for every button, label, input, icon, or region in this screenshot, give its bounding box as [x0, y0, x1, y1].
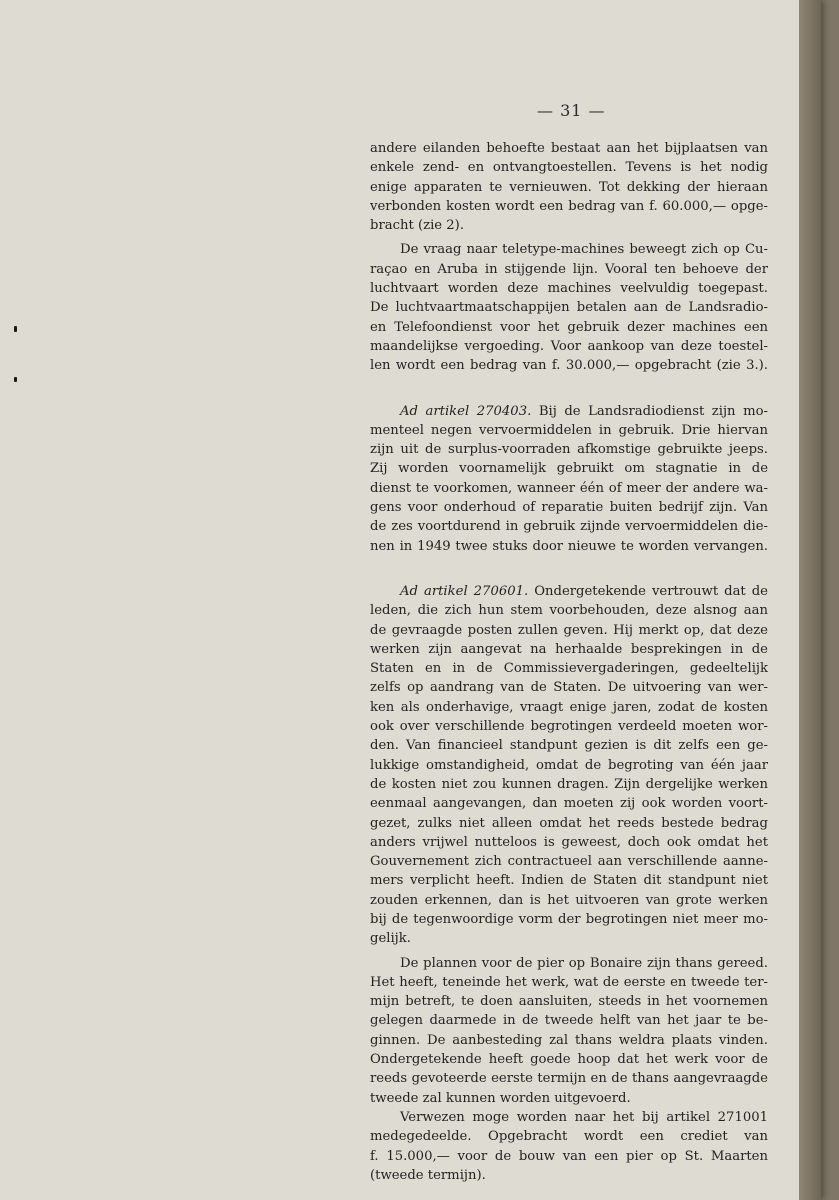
- text-line: leden, die zich hun stem voorbehouden, deze alsnog aan: [370, 603, 768, 619]
- text-line: enkele zend- en ontvangtoestellen. Tevens is het nodig: [370, 160, 768, 176]
- text-line: Verwezen moge worden naar het bij artikel 271001: [400, 1109, 768, 1125]
- text-line: zelfs op aandrang van de Staten. De uitvoering van wer-: [370, 680, 768, 696]
- text-line: (tweede termijn).: [370, 1167, 486, 1183]
- text-line: Gouvernement zich contractueel aan verschillende aanne-: [370, 854, 768, 870]
- text-line: nen in 1949 twee stuks door nieuwe te worden vervangen.: [370, 538, 768, 554]
- text-line: gezet, zulks niet alleen omdat het reeds bestede bedrag: [370, 815, 768, 831]
- text-line: ken als onderhavige, vraagt enige jaren, zodat de kosten: [370, 699, 768, 715]
- text-line: werken zijn aangevat na herhaalde besprekingen in de: [370, 641, 768, 657]
- text-line: mijn betreft, te doen aansluiten, steeds in het voornemen: [370, 994, 768, 1010]
- text-line: medegedeelde. Opgebracht wordt een crediet van: [370, 1129, 768, 1145]
- text-line: [370, 402, 768, 421]
- text-line: gens voor onderhoud of reparatie buiten bedrijf zijn. Van: [370, 500, 768, 516]
- text-line: menteel negen vervoermiddelen in gebruik. Drie hiervan: [370, 422, 768, 438]
- text-line: Het heeft, teneinde het werk, wat de eerste en tweede ter-: [370, 974, 768, 990]
- text-line: en Telefoondienst voor het gebruik dezer machines een: [370, 319, 768, 335]
- text-line: zijn uit de surplus-voorraden afkomstige gebruikte jeeps.: [370, 442, 768, 458]
- text-line: de kosten niet zou kunnen dragen. Zijn dergelijke werken: [370, 776, 768, 792]
- text-line: bij de tegenwoordige vorm der begrotingen niet meer mo-: [370, 911, 768, 927]
- text-line: f. 15.000,— voor de bouw van een pier op St. Maarten: [370, 1148, 768, 1164]
- page-edge-shadow: [799, 0, 821, 1200]
- text-line: ook over verschillende begrotingen verdeeld moeten wor-: [370, 719, 768, 735]
- text-line: [370, 582, 768, 601]
- text-line: len wordt een bedrag van f. 30.000,— opgebracht (zie 3.).: [370, 358, 768, 374]
- text-line: enige apparaten te vernieuwen. Tot dekking der hieraan: [370, 179, 768, 195]
- text-line: De luchtvaartmaatschappijen betalen aan de Landsradio-: [370, 300, 768, 316]
- binding-hole-mark: [14, 326, 17, 332]
- text-fragment: Bij de Landsradiodienst zijn mo-: [538, 403, 768, 419]
- text-line: dienst te voorkomen, wanneer één of meer der andere wa-: [370, 480, 768, 496]
- text-line: de gevraagde posten zullen geven. Hij merkt op, dat deze: [370, 622, 768, 638]
- text-line: anders vrijwel nutteloos is geweest, doch ook omdat het: [370, 834, 768, 850]
- body-text: [370, 139, 768, 1185]
- article-heading: Ad artikel 270601.: [400, 583, 529, 599]
- text-line: Staten en in de Commissievergaderingen, gedeeltelijk: [370, 661, 768, 677]
- text-line: verbonden kosten wordt een bedrag van f. 60.000,— opge-: [370, 198, 768, 214]
- text-line: gelijk.: [370, 931, 411, 947]
- text-line: den. Van financieel standpunt gezien is dit zelfs een ge-: [370, 738, 768, 754]
- text-line: lukkige omstandigheid, omdat de begroting van één jaar: [370, 757, 768, 773]
- text-line: de zes voortdurend in gebruik zijnde vervoermiddelen die-: [370, 519, 768, 535]
- page-number: — 31 —: [537, 101, 606, 120]
- text-line: De plannen voor de pier op Bonaire zijn thans gereed.: [400, 955, 768, 971]
- text-line: reeds gevoteerde eerste termijn en de thans aangevraagde: [370, 1071, 768, 1087]
- text-line: eenmaal aangevangen, dan moeten zij ook worden voort-: [370, 796, 768, 812]
- text-line: mers verplicht heeft. Indien de Staten dit standpunt niet: [370, 873, 768, 889]
- text-line: tweede zal kunnen worden uitgevoerd.: [370, 1090, 631, 1106]
- text-line: ginnen. De aanbesteding zal thans weldra plaats vinden.: [370, 1032, 768, 1048]
- text-line: bracht (zie 2).: [370, 218, 465, 234]
- text-line: zouden erkennen, dan is het uitvoeren van grote werken: [370, 892, 768, 908]
- text-line: andere eilanden behoefte bestaat aan het bijplaatsen van: [370, 141, 768, 156]
- text-line: gelegen daarmede in de tweede helft van het jaar te be-: [370, 1013, 768, 1029]
- text-line: raçao en Aruba in stijgende lijn. Vooral ten behoeve der: [370, 261, 768, 277]
- text-fragment: Ondergetekende vertrouwt dat de: [534, 583, 768, 599]
- text-line: Ondergetekende heeft goede hoop dat het werk voor de: [370, 1052, 768, 1068]
- text-line: luchtvaart worden deze machines veelvuldig toegepast.: [370, 281, 768, 297]
- binding-hole-mark: [14, 377, 17, 382]
- article-heading: Ad artikel 270403.: [400, 403, 532, 419]
- text-line: De vraag naar teletype-machines beweegt zich op Cu-: [400, 242, 768, 258]
- text-line: Zij worden voornamelijk gebruikt om stagnatie in de: [370, 461, 768, 477]
- text-line: maandelijkse vergoeding. Voor aankoop van deze toestel-: [370, 338, 768, 354]
